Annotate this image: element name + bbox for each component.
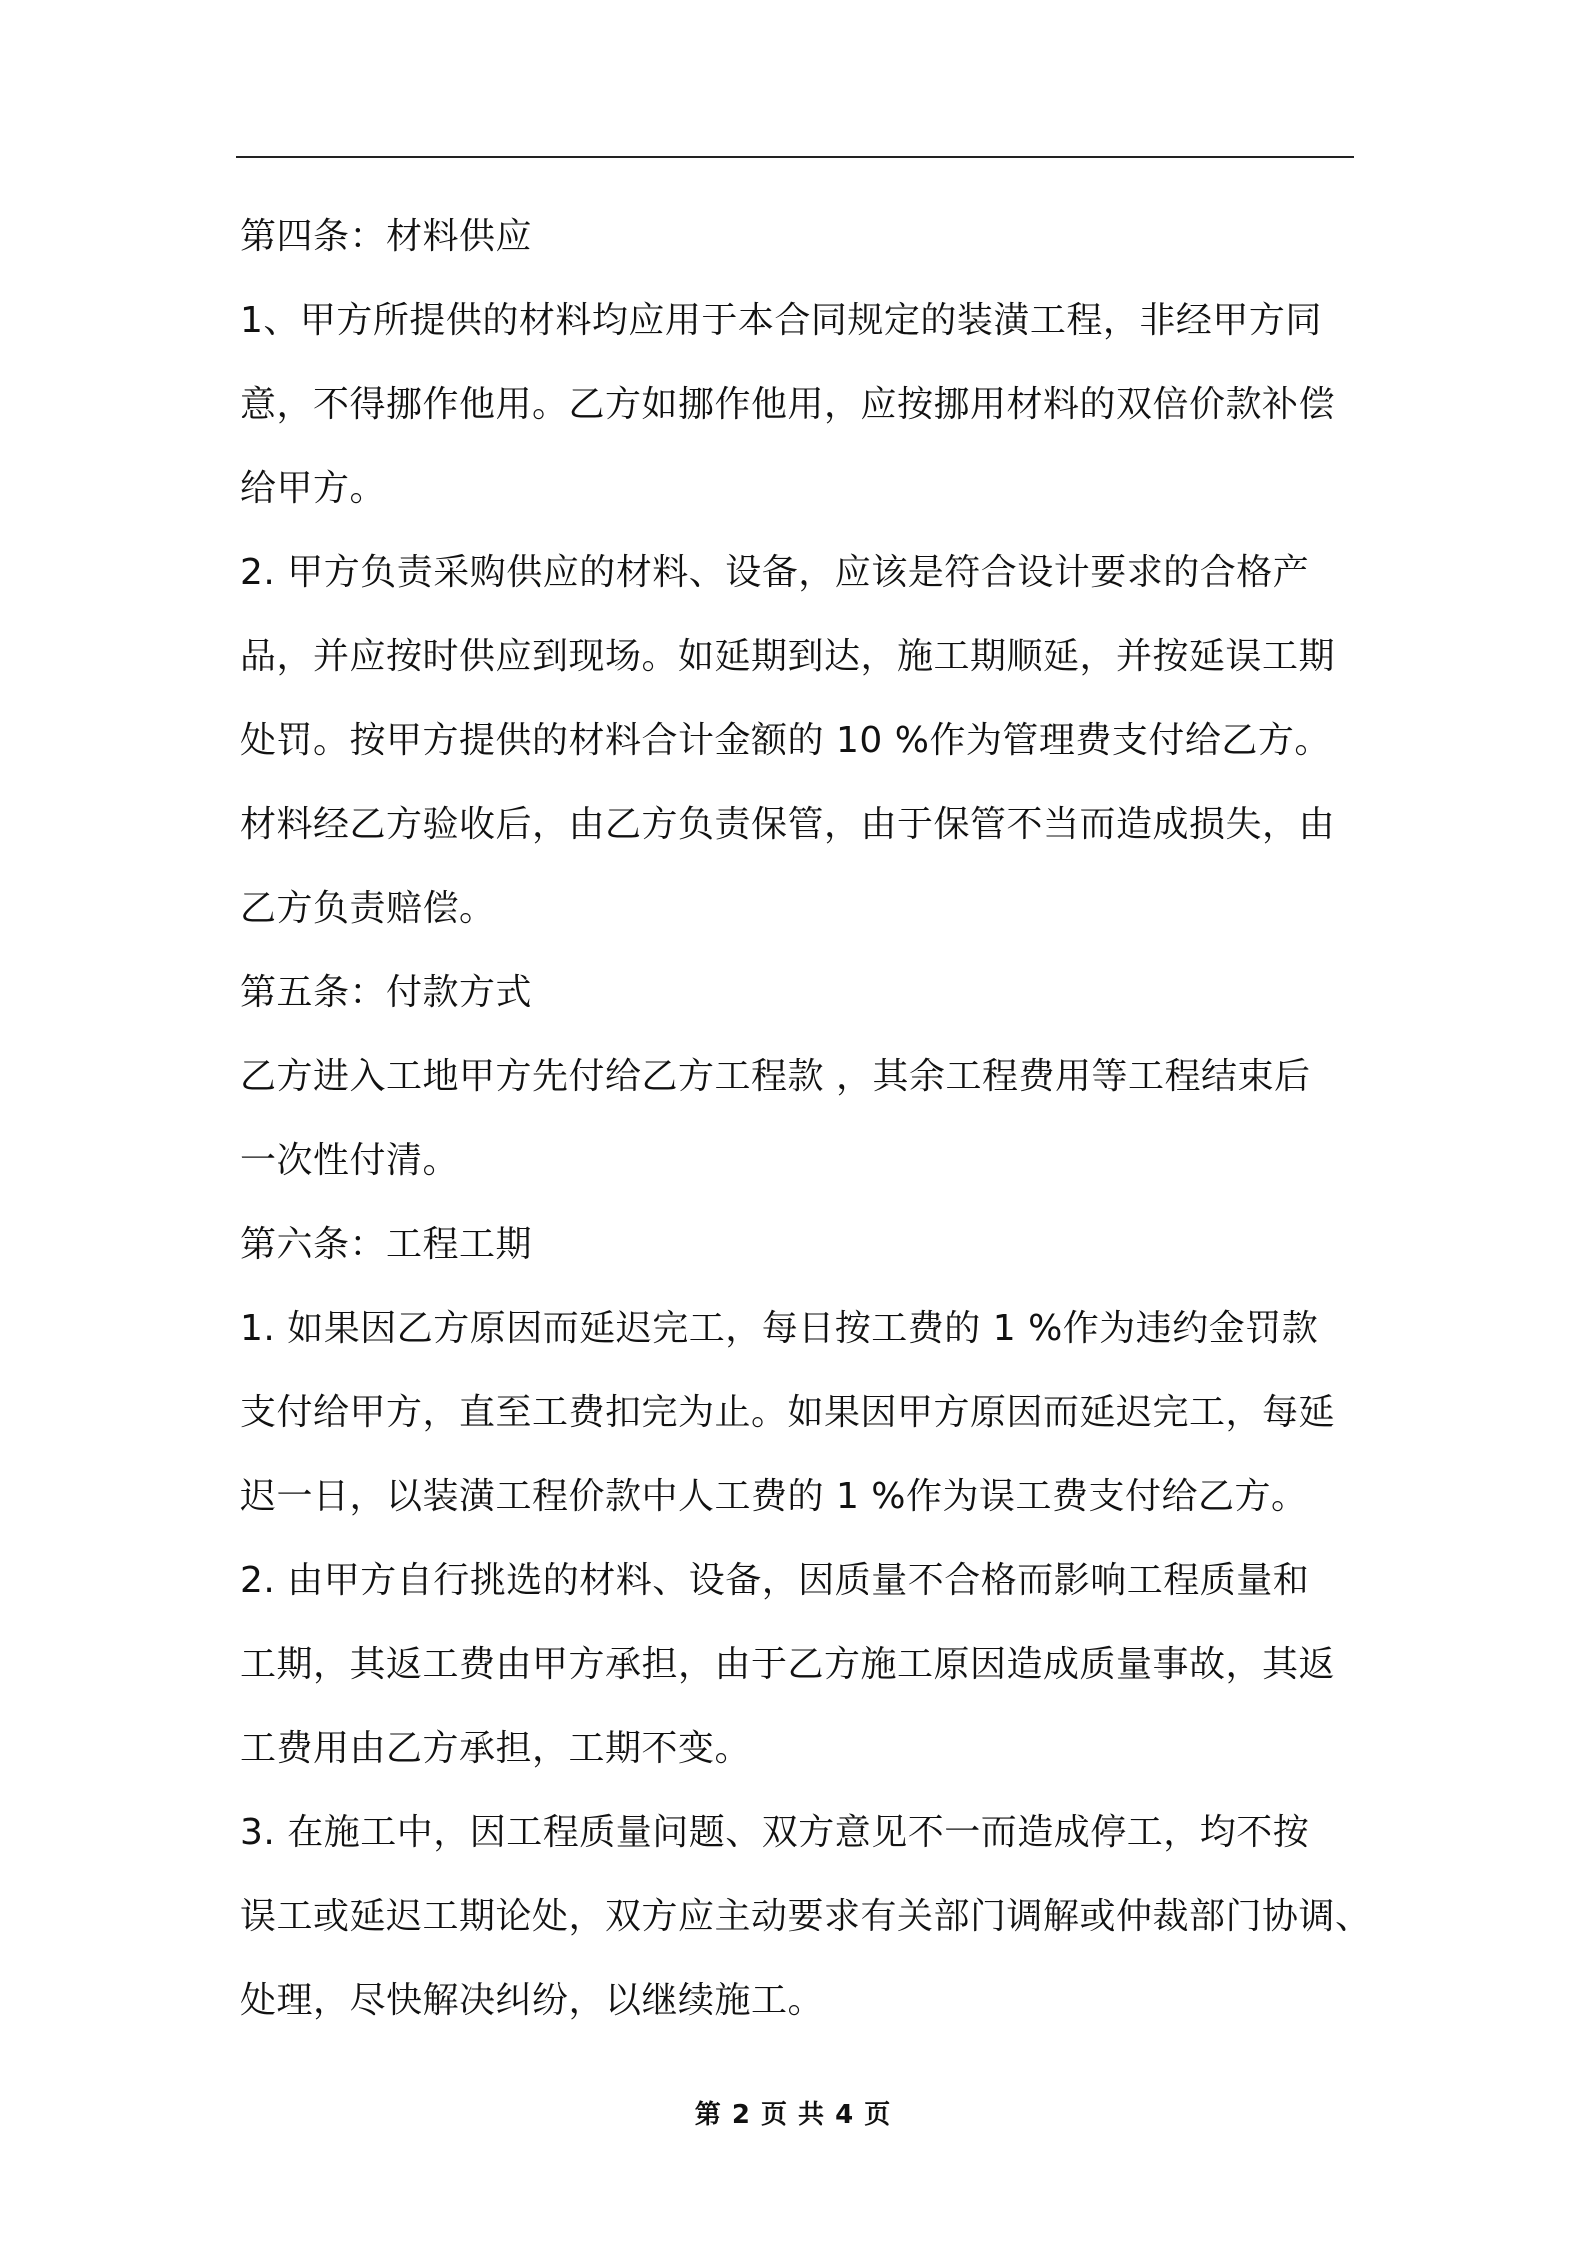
- text-line: 2. 由甲方自行挑选的材料、设备，因质量不合格而影响工程质量和: [240, 1560, 1310, 1601]
- document-body: [240, 195, 1370, 2043]
- text-line: 意，不得挪作他用。乙方如挪作他用，应按挪用材料的双倍价款补偿: [240, 384, 1336, 425]
- text-line: 工费用由乙方承担，工期不变。: [240, 1728, 752, 1769]
- text-line: 乙方进入工地甲方先付给乙方工程款 ，其余工程费用等工程结束后: [240, 1056, 1311, 1097]
- text-line: 处罚。按甲方提供的材料合计金额的 10 %作为管理费支付给乙方。: [240, 720, 1331, 761]
- text-line: 1、甲方所提供的材料均应用于本合同规定的装潢工程，非经甲方同: [240, 300, 1322, 341]
- page-number-footer: 第 2 页 共 4 页: [694, 2100, 892, 2130]
- section-heading-6: 第六条：工程工期: [240, 1224, 533, 1265]
- text-line: 1. 如果因乙方原因而延迟完工，每日按工费的 1 %作为违约金罚款: [240, 1308, 1319, 1349]
- header-divider: [236, 156, 1354, 158]
- text-line: 品，并应按时供应到现场。如延期到达，施工期顺延，并按延误工期: [240, 636, 1336, 677]
- text-line: 2. 甲方负责采购供应的材料、设备，应该是符合设计要求的合格产: [240, 552, 1310, 593]
- text-line: 给甲方。: [240, 468, 387, 509]
- text-line: 3. 在施工中，因工程质量问题、双方意见不一而造成停工，均不按: [240, 1812, 1310, 1853]
- text-line: 迟一日，以装潢工程价款中人工费的 1 %作为误工费支付给乙方。: [240, 1476, 1308, 1517]
- text-line: 工期，其返工费由甲方承担，由于乙方施工原因造成质量事故，其返: [240, 1644, 1336, 1685]
- text-line: 支付给甲方，直至工费扣完为止。如果因甲方原因而延迟完工，每延: [240, 1392, 1336, 1433]
- text-line: 一次性付清。: [240, 1140, 460, 1181]
- section-heading-5: 第五条：付款方式: [240, 972, 533, 1013]
- section-heading-4: 第四条：材料供应: [240, 216, 533, 257]
- text-line: 误工或延迟工期论处，双方应主动要求有关部门调解或仲裁部门协调、: [240, 1896, 1372, 1937]
- text-line: 材料经乙方验收后，由乙方负责保管，由于保管不当而造成损失，由: [240, 804, 1336, 845]
- text-line: 乙方负责赔偿。: [240, 888, 496, 929]
- text-line: 处理，尽快解决纠纷，以继续施工。: [240, 1980, 825, 2021]
